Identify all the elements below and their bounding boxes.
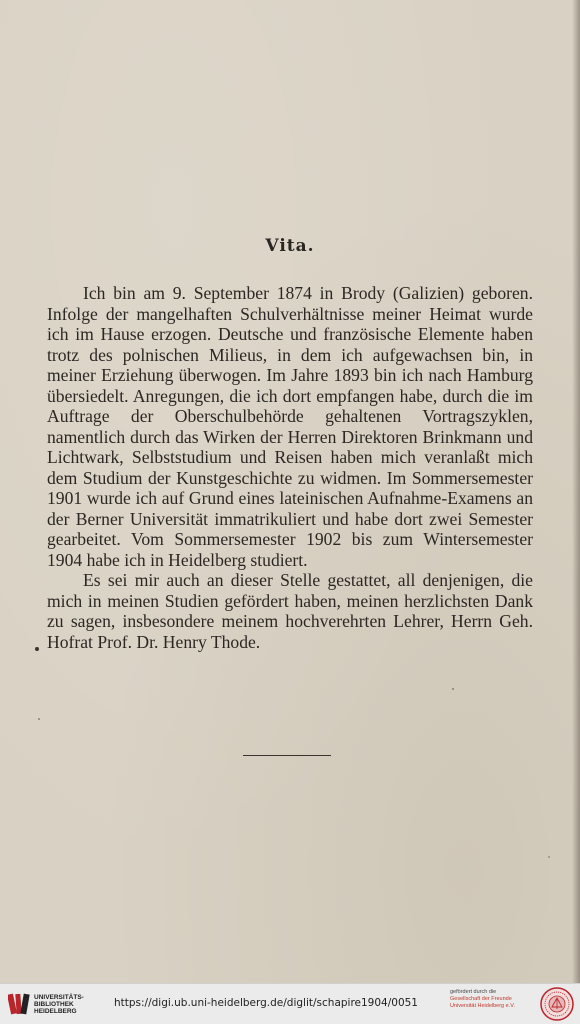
permalink-url[interactable]: https://digi.ub.uni-heidelberg.de/diglit/schapire1904/0051 (114, 997, 418, 1009)
page-edge-shadow (572, 0, 580, 984)
library-name-line: HEIDELBERG (34, 1008, 77, 1015)
ink-speck (38, 718, 40, 720)
closing-rule (243, 755, 331, 756)
ink-speck (35, 647, 39, 651)
paragraph-acknowledgement: Es sei mir auch an dieser Stelle gestattet, all denjenigen, die mich in meinen Studien gefördert haben, meinen herzlichsten Dank zu sagen, insbesondere meinem hochverehrten Lehrer, Herrn Geh. Hofrat Prof. Dr. Henry Thode. (47, 570, 533, 652)
university-library-logo-icon[interactable] (8, 992, 30, 1016)
page-title: Vita. (265, 236, 315, 256)
vita-body (47, 283, 533, 652)
paragraph-biography: Ich bin am 9. September 1874 in Brody (Galizien) geboren. Infolge der mangelhaften Schulverhältnisse meiner Heimat wurde ich im Hause erzogen. Deutsche und französische Elemente haben trotz des polnischen Milieus, in dem ich aufgewachsen bin, in meiner Erziehung überwogen. Im Jahre 1893 bin ich nach Hamburg übersiedelt. Anregungen, die ich dort empfangen habe, durch die im Auftrage der Oberschulbehörde gehaltenen Vortragszyklen, namentlich durch das Wirken der Herren Direktoren Brinkmann und Lichtwark, Selbststudium und Reisen haben mich veranlaßt mich dem Studium der Kunstgeschichte zu widmen. Im Sommersemester 1901 wurde ich auf Grund eines lateinischen Aufnahme-Examens an der Berner Universität immatrikuliert und habe dort zwei Semester gearbeitet. Vom Sommersemester 1902 bis zum Wintersemester 1904 habe ich in Heidelberg studiert. (47, 283, 533, 570)
ink-speck (548, 856, 550, 858)
sponsor-org-line: Universität Heidelberg e.V. (450, 1003, 515, 1009)
library-name-line: BIBLIOTHEK (34, 1001, 74, 1008)
university-seal-icon[interactable] (540, 987, 574, 1021)
sponsor-by-label: gefördert durch die (450, 989, 497, 995)
ink-speck (452, 688, 454, 690)
library-name (34, 994, 84, 1015)
library-name-line: UNIVERSITÄTS- (34, 994, 84, 1001)
sponsor-org-line: Gesellschaft der Freunde (450, 996, 512, 1002)
viewer-footer (0, 983, 580, 1024)
sponsor-credit (450, 989, 515, 1010)
